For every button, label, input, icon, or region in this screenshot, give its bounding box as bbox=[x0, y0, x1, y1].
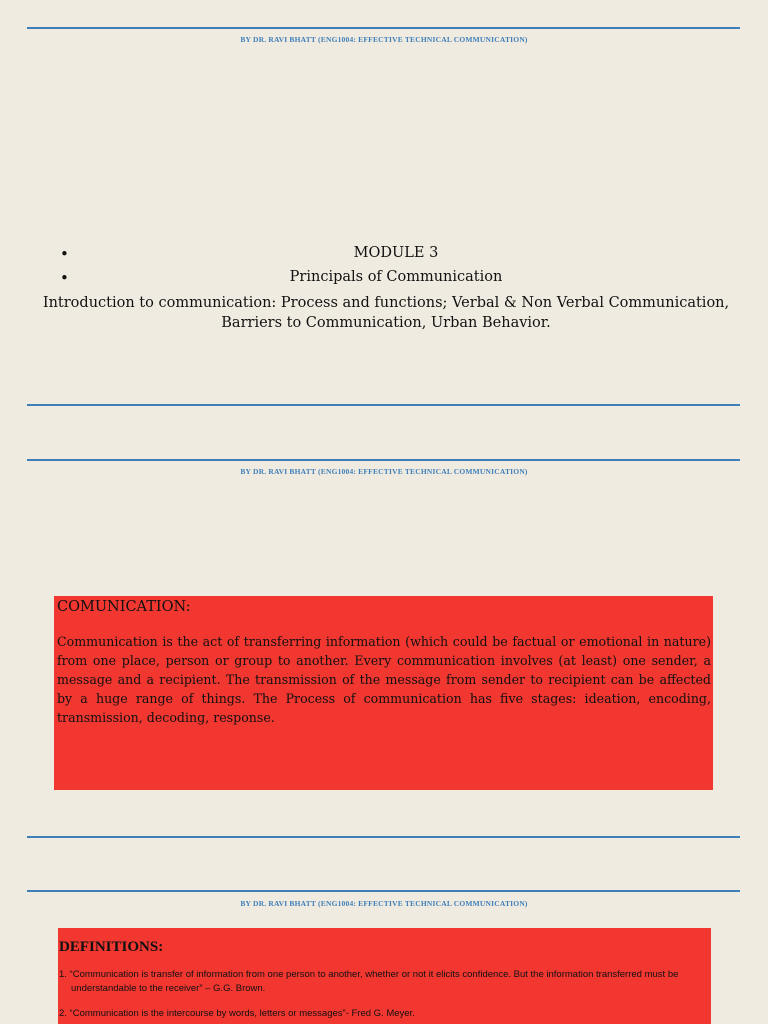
slide1-bottom-rule bbox=[27, 404, 740, 406]
slide1-header: BY DR. RAVI BHATT (ENG1004: EFFECTIVE TECHNICAL COMMUNICATION) bbox=[240, 35, 528, 44]
slide1-bullet-2 bbox=[56, 269, 736, 293]
definitions-box bbox=[58, 928, 711, 1024]
module-intro: Introduction to communication: Process and functions; Verbal & Non Verbal Communication, Barriers to Communication, Urban Behavior. bbox=[42, 295, 730, 331]
definitions-title: DEFINITIONS: bbox=[59, 939, 164, 955]
slide1-bullet-1 bbox=[56, 245, 736, 269]
bullet-icon: • bbox=[60, 269, 69, 287]
communication-body: Communication is the act of transferring information (which could be factual or emotional in nature) from one place, person or group to another. Every communication involves (at least) one sender, a message and a recipient. The transmission of the message from sender to recipient can be affected by a huge range of things. The Process of communication has five stages: ideation, encoding, transmission, decoding, response. bbox=[57, 634, 711, 725]
communication-title: COMUNICATION: bbox=[57, 599, 191, 615]
bullet-icon: • bbox=[60, 245, 69, 263]
module-title: MODULE 3 bbox=[353, 245, 439, 261]
definition-item: 1. “Communication is transfer of information from one person to another, whether or not it elicits confidence. But the information transferred must be understandable to the receiver” – G.G. Brown. bbox=[59, 969, 679, 994]
communication-box bbox=[54, 596, 713, 790]
module-subtitle: Principals of Communication bbox=[289, 269, 503, 285]
definition-item: 2. “Communication is the intercourse by words, letters or messages”- Fred G. Meyer. bbox=[59, 1008, 415, 1019]
slide1-top-rule bbox=[27, 27, 740, 29]
slide2-header: BY DR. RAVI BHATT (ENG1004: EFFECTIVE TECHNICAL COMMUNICATION) bbox=[240, 467, 528, 476]
slide2-top-rule bbox=[27, 459, 740, 461]
slide3-top-rule bbox=[27, 890, 740, 892]
slide3-header: BY DR. RAVI BHATT (ENG1004: EFFECTIVE TECHNICAL COMMUNICATION) bbox=[240, 899, 528, 908]
slide2-bottom-rule bbox=[27, 836, 740, 838]
